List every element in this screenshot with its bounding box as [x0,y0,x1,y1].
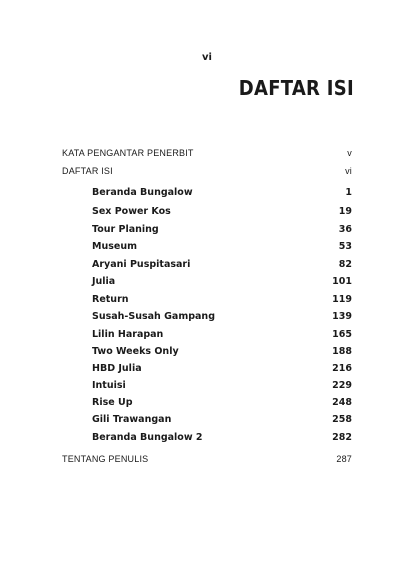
toc-chapter-title: Gili Trawangan [92,414,172,425]
toc-chapter[interactable] [92,294,352,305]
toc-entry-kata-pengantar[interactable] [62,148,352,158]
toc-chapter-page: 229 [332,380,352,391]
toc-chapter[interactable] [92,276,352,287]
toc-chapter[interactable] [92,241,352,252]
toc-entry-tentang-penulis[interactable] [62,454,352,464]
toc-chapter-page: 82 [338,259,352,270]
toc-chapter[interactable] [92,346,352,357]
toc-chapter-title: Sex Power Kos [92,206,171,217]
toc-chapter[interactable] [92,380,352,391]
toc-chapter[interactable] [92,432,352,443]
toc-chapter-page: 19 [338,206,352,217]
toc-chapter[interactable] [92,311,352,322]
toc-chapter-page: 282 [332,432,352,443]
toc-entry-page: vi [345,166,352,176]
toc-chapter-title: Return [92,294,129,305]
toc-entry-label: TENTANG PENULIS [62,454,149,464]
toc-chapter-title: Museum [92,241,137,252]
toc-chapter-page: 119 [332,294,352,305]
toc-chapter[interactable] [92,329,352,340]
toc-chapter-page: 248 [332,397,352,408]
toc-chapter-page: 165 [332,329,352,340]
toc-chapter-title: Two Weeks Only [92,346,179,357]
toc-chapter-page: 258 [332,414,352,425]
toc-chapter-page: 101 [332,276,352,287]
toc-chapter-title: Beranda Bungalow 2 [92,432,203,443]
toc-chapter[interactable] [92,363,352,374]
toc-chapter-page: 53 [338,241,352,252]
toc-chapter-title: Susah-Susah Gampang [92,311,215,322]
toc-entry-label: KATA PENGANTAR PENERBIT [62,148,194,158]
toc-chapter-page: 1 [345,187,352,198]
toc-chapter[interactable] [92,206,352,217]
toc-entry-page: 287 [336,454,352,464]
toc-chapter[interactable] [92,397,352,408]
toc-entry-daftar-isi[interactable] [62,166,352,176]
toc-chapter-page: 139 [332,311,352,322]
toc-chapter-page: 188 [332,346,352,357]
toc-chapter[interactable] [92,414,352,425]
toc-entry-label: DAFTAR ISI [62,166,113,176]
toc-chapter[interactable] [92,224,352,235]
toc-chapter-title: Lilin Harapan [92,329,164,340]
toc-entry-page: v [347,148,352,158]
toc-chapter-page: 36 [338,224,352,235]
toc-chapter-title: Aryani Puspitasari [92,259,191,270]
toc-chapter-title: Beranda Bungalow [92,187,193,198]
toc-chapter-title: Intuisi [92,380,126,391]
page-number: vi [202,52,212,63]
toc-chapter[interactable] [92,187,352,198]
toc-chapter-title: Julia [92,276,116,287]
toc-chapter-page: 216 [332,363,352,374]
toc-chapter-title: HBD Julia [92,363,142,374]
toc-chapter-title: Tour Planing [92,224,159,235]
toc-chapter[interactable] [92,259,352,270]
page-title: DAFTAR ISI [238,76,354,100]
toc-chapter-title: Rise Up [92,397,133,408]
